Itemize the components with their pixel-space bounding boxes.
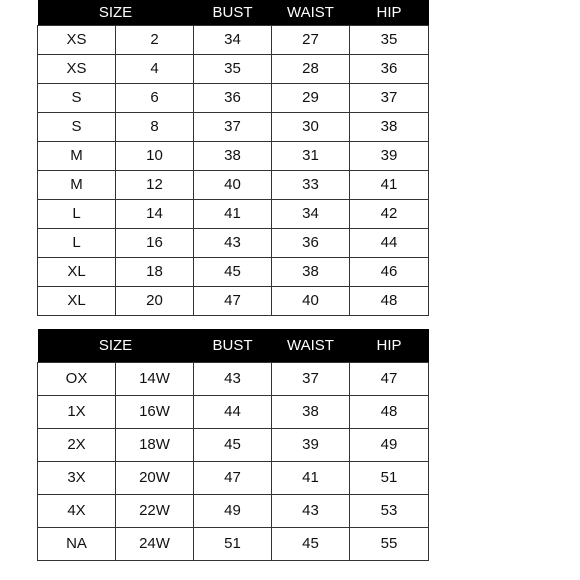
- table-row: [38, 228, 429, 257]
- cell-bust: 43: [194, 362, 272, 395]
- cell-waist: 41: [272, 461, 350, 494]
- cell-num: 18W: [116, 428, 194, 461]
- cell-bust: 34: [194, 25, 272, 54]
- cell-hip: 35: [350, 25, 429, 54]
- cell-size: XL: [38, 257, 116, 286]
- cell-hip: 36: [350, 54, 429, 83]
- table-row: [38, 362, 429, 395]
- cell-num: 20W: [116, 461, 194, 494]
- table-row: [38, 25, 429, 54]
- header-waist: WAIST: [287, 3, 334, 21]
- cell-waist: 43: [272, 494, 350, 527]
- cell-waist: 27: [272, 25, 350, 54]
- cell-num: 2: [116, 25, 194, 54]
- table-row: [38, 395, 429, 428]
- table-row: [38, 257, 429, 286]
- header-hip: HIP: [376, 336, 402, 354]
- table-row: [38, 494, 429, 527]
- cell-size: S: [38, 112, 116, 141]
- plus-table-body: [38, 362, 429, 560]
- cell-num: 8: [116, 112, 194, 141]
- cell-hip: 37: [350, 83, 429, 112]
- header-waist: WAIST: [287, 336, 334, 354]
- cell-size: 3X: [38, 461, 116, 494]
- cell-bust: 49: [194, 494, 272, 527]
- table-row: [38, 112, 429, 141]
- cell-hip: 55: [350, 527, 429, 560]
- cell-bust: 41: [194, 199, 272, 228]
- table-header-row: [38, 0, 429, 25]
- cell-size: L: [38, 228, 116, 257]
- cell-size: XS: [38, 54, 116, 83]
- cell-num: 16W: [116, 395, 194, 428]
- cell-size: 1X: [38, 395, 116, 428]
- regular-size-table: [37, 0, 429, 316]
- cell-hip: 46: [350, 257, 429, 286]
- cell-hip: 53: [350, 494, 429, 527]
- cell-hip: 39: [350, 141, 429, 170]
- cell-hip: 48: [350, 286, 429, 315]
- header-bust: BUST: [212, 3, 253, 21]
- cell-hip: 44: [350, 228, 429, 257]
- header-bust: BUST: [212, 336, 253, 354]
- cell-waist: 30: [272, 112, 350, 141]
- cell-bust: 44: [194, 395, 272, 428]
- table-row: [38, 461, 429, 494]
- cell-num: 18: [116, 257, 194, 286]
- cell-num: 14W: [116, 362, 194, 395]
- cell-waist: 34: [272, 199, 350, 228]
- cell-waist: 37: [272, 362, 350, 395]
- cell-num: 12: [116, 170, 194, 199]
- cell-num: 20: [116, 286, 194, 315]
- cell-size: M: [38, 141, 116, 170]
- table-row: [38, 286, 429, 315]
- cell-waist: 33: [272, 170, 350, 199]
- cell-bust: 51: [194, 527, 272, 560]
- table-row: [38, 170, 429, 199]
- cell-size: XS: [38, 25, 116, 54]
- cell-bust: 43: [194, 228, 272, 257]
- cell-hip: 38: [350, 112, 429, 141]
- cell-bust: 47: [194, 461, 272, 494]
- cell-hip: 42: [350, 199, 429, 228]
- cell-bust: 35: [194, 54, 272, 83]
- table-row: [38, 141, 429, 170]
- cell-bust: 45: [194, 257, 272, 286]
- table-row: [38, 199, 429, 228]
- cell-size: XL: [38, 286, 116, 315]
- cell-waist: 28: [272, 54, 350, 83]
- cell-waist: 40: [272, 286, 350, 315]
- cell-hip: 48: [350, 395, 429, 428]
- cell-hip: 51: [350, 461, 429, 494]
- cell-waist: 29: [272, 83, 350, 112]
- table-row: [38, 54, 429, 83]
- cell-waist: 45: [272, 527, 350, 560]
- cell-bust: 40: [194, 170, 272, 199]
- cell-num: 16: [116, 228, 194, 257]
- cell-bust: 37: [194, 112, 272, 141]
- cell-waist: 31: [272, 141, 350, 170]
- cell-hip: 41: [350, 170, 429, 199]
- plus-size-table: [37, 329, 429, 561]
- cell-size: S: [38, 83, 116, 112]
- cell-waist: 39: [272, 428, 350, 461]
- cell-bust: 47: [194, 286, 272, 315]
- regular-table-body: [38, 25, 429, 315]
- cell-size: OX: [38, 362, 116, 395]
- cell-num: 14: [116, 199, 194, 228]
- table-row: [38, 428, 429, 461]
- cell-size: 2X: [38, 428, 116, 461]
- table-header-row: [38, 329, 429, 362]
- cell-waist: 36: [272, 228, 350, 257]
- cell-bust: 36: [194, 83, 272, 112]
- cell-size: 4X: [38, 494, 116, 527]
- cell-bust: 45: [194, 428, 272, 461]
- cell-num: 10: [116, 141, 194, 170]
- cell-waist: 38: [272, 395, 350, 428]
- cell-num: 22W: [116, 494, 194, 527]
- cell-bust: 38: [194, 141, 272, 170]
- cell-hip: 47: [350, 362, 429, 395]
- cell-waist: 38: [272, 257, 350, 286]
- header-size: SIZE: [98, 336, 133, 354]
- cell-num: 24W: [116, 527, 194, 560]
- header-hip: HIP: [376, 3, 402, 21]
- table-row: [38, 83, 429, 112]
- cell-hip: 49: [350, 428, 429, 461]
- table-row: [38, 527, 429, 560]
- cell-size: M: [38, 170, 116, 199]
- cell-size: L: [38, 199, 116, 228]
- cell-size: NA: [38, 527, 116, 560]
- header-size: SIZE: [98, 3, 133, 21]
- cell-num: 6: [116, 83, 194, 112]
- cell-num: 4: [116, 54, 194, 83]
